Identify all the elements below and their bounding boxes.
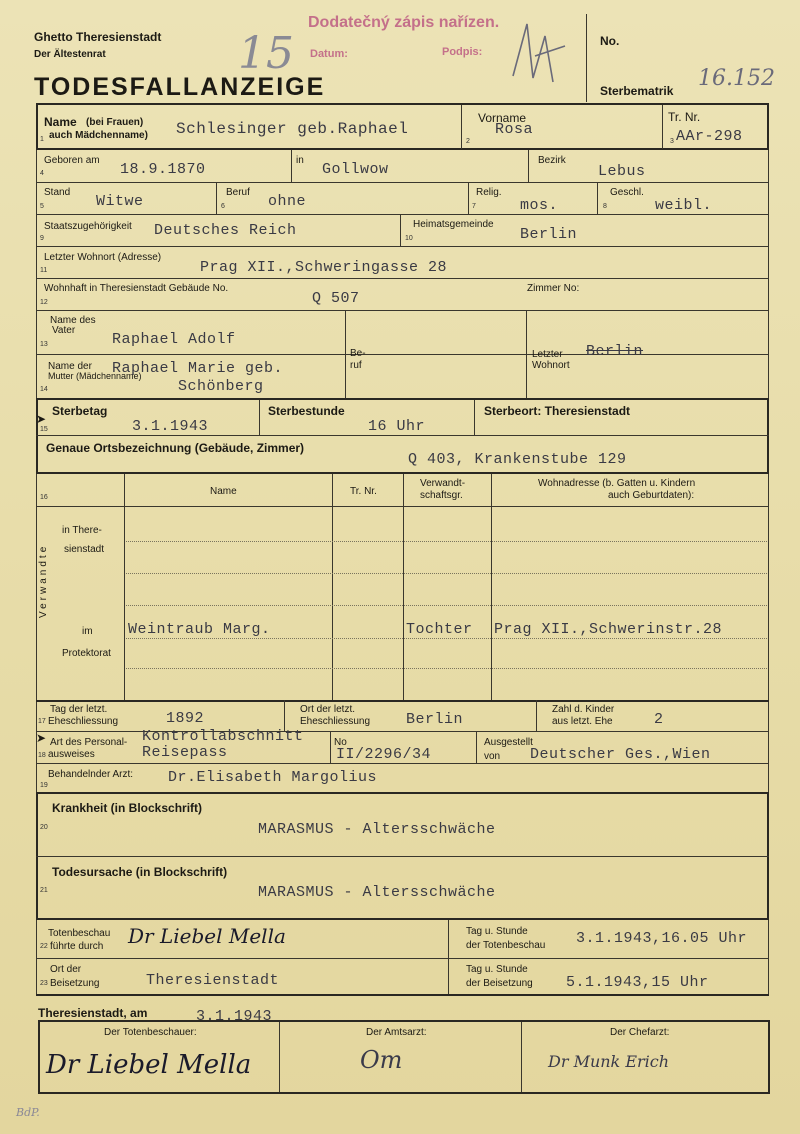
org-council: Der Ältestenrat: [34, 49, 106, 60]
bezirk-label: Bezirk: [538, 155, 566, 166]
footer-date: 3.1.1943: [196, 1008, 273, 1025]
stamp-signature-icon: [505, 16, 575, 96]
pencil-mark: 15: [238, 28, 294, 79]
totenbeschau-tag-label: Tag u. Stunde: [466, 926, 528, 937]
geschl-value: weibl.: [655, 197, 713, 214]
heimat-value: Berlin: [520, 226, 578, 243]
geschl-label: Geschl.: [610, 187, 644, 198]
sterbe-box: [36, 398, 769, 474]
relative-name: Weintraub Marg.: [128, 621, 271, 638]
relative-wohn: Prag XII.,Schwerinstr.28: [494, 621, 723, 638]
rel-name-header: Name: [210, 486, 237, 497]
no-label: No.: [600, 34, 620, 48]
arrow-icon: ➤: [36, 731, 47, 745]
stamp-datum: Datum:: [310, 48, 348, 60]
ausweis-no-label: No: [334, 737, 347, 748]
vater-value: Raphael Adolf: [112, 331, 236, 348]
krankheit-label: Krankheit (in Blockschrift): [52, 801, 203, 815]
sterbestunde-label: Sterbestunde: [268, 404, 345, 418]
wohnort-value: Prag XII.,Schweringasse 28: [200, 259, 448, 276]
todesursache-value: MARASMUS - Altersschwäche: [258, 884, 496, 901]
totenbeschau-tag-value: 3.1.1943,16.05 Uhr: [576, 930, 748, 947]
genaue-value: Q 403, Krankenstube 129: [408, 451, 627, 468]
wohnhaft-label: Wohnhaft in Theresienstadt Gebäude No.: [44, 283, 229, 294]
amtsarzt-label: Der Amtsarzt:: [366, 1027, 427, 1038]
eltern-wohnort-label: Letzter: [532, 349, 563, 360]
ehe-tag-value: 1892: [166, 710, 205, 727]
in-value: Gollwow: [322, 161, 389, 178]
ausgestellt-value: Deutscher Ges.,Wien: [530, 746, 711, 763]
ehe-ort-value: Berlin: [406, 711, 464, 728]
beisetzung-ort-label: Ort der: [50, 964, 82, 975]
rel-verw-header: Verwandt-: [420, 478, 466, 489]
beisetzung-ort-value: Theresienstadt: [146, 972, 280, 989]
staat-value: Deutsches Reich: [154, 222, 297, 239]
rel-in-ther-label: in There-: [62, 525, 102, 536]
sterbeort-label: Sterbeort: Theresienstadt: [484, 404, 631, 418]
beisetzung-tag-label: Tag u. Stunde: [466, 964, 528, 975]
beruf-value: ohne: [268, 193, 307, 210]
name-label-note: (bei Frauen): [86, 117, 144, 128]
mutter-value: Raphael Marie geb.: [112, 360, 284, 377]
staat-label: Staatszugehörigkeit: [44, 221, 132, 232]
bezirk-value: Lebus: [598, 163, 646, 180]
wohnort-label: Letzter Wohnort (Adresse): [44, 252, 162, 263]
rel-trnr-header: Tr. Nr.: [350, 486, 377, 497]
stand-label: Stand: [44, 187, 71, 198]
relative-verw: Tochter: [406, 621, 473, 638]
signature-amtsarzt: Om: [360, 1046, 403, 1074]
todesursache-label: Todesursache (in Blockschrift): [52, 865, 228, 879]
eltern-beruf-label: Be-: [350, 348, 366, 359]
in-label: in: [296, 155, 304, 166]
rel-wohn-header: Wohnadresse (b. Gatten u. Kindern: [538, 478, 696, 489]
vorname-label: Vorname: [478, 111, 527, 125]
sterbematrik-label: Sterbematrik: [600, 84, 674, 98]
document-title: TODESFALLANZEIGE: [34, 73, 326, 101]
name-value: Schlesinger geb.Raphael: [176, 120, 409, 138]
footer-place-label: Theresienstadt, am: [38, 1006, 148, 1020]
mutter-value-2: Schönberg: [178, 378, 264, 395]
sterbetag-value: 3.1.1943: [132, 418, 209, 435]
sterbestunde-value: 16 Uhr: [368, 418, 426, 435]
trnr-value: AAr-298: [676, 128, 743, 145]
relig-value: mos.: [520, 197, 559, 214]
stamp-podpis: Podpis:: [442, 46, 483, 58]
chefarzt-label: Der Chefarzt:: [610, 1027, 670, 1038]
beisetzung-tag-value: 5.1.1943,15 Uhr: [566, 974, 709, 991]
genaue-label: Genaue Ortsbezeichnung (Gebäude, Zimmer): [46, 441, 305, 455]
ausweis-no-value: II/2296/34: [336, 746, 432, 763]
ausgestellt-label: Ausgestellt: [484, 737, 533, 748]
name-label-sub: auch Mädchenname): [49, 130, 148, 141]
heimat-label: Heimatsgemeinde: [413, 219, 494, 230]
ausweis-art-value-2: Reisepass: [142, 744, 228, 761]
stamp-title: Dodatečný zápis nařízen.: [308, 14, 500, 31]
mutter-label: Name der: [48, 361, 92, 372]
sterbetag-label: Sterbetag: [52, 404, 108, 418]
geboren-value: 18.9.1870: [120, 161, 206, 178]
sterbematrik-value: 16.152: [698, 66, 775, 91]
kinder-value: 2: [654, 711, 664, 728]
zimmer-label: Zimmer No:: [527, 283, 580, 294]
relig-label: Relig.: [476, 187, 502, 198]
arzt-label: Behandelnder Arzt:: [48, 769, 134, 780]
krankheit-value: MARASMUS - Altersschwäche: [258, 821, 496, 838]
signature-totenbeschauer: Dr Liebel Mella: [46, 1050, 252, 1080]
ausweis-art-value: Kontrollabschnitt: [142, 728, 304, 745]
totenbeschau-value: Dr Liebel Mella: [128, 924, 286, 948]
arzt-value: Dr.Elisabeth Margolius: [168, 769, 378, 786]
name-label: Name: [44, 115, 77, 129]
corner-mark: BdP.: [16, 1106, 40, 1119]
kinder-label: Zahl d. Kinder: [552, 704, 615, 715]
rel-side-label: Verwandte: [38, 543, 49, 618]
death-notice-document: Ghetto Theresienstadt Der Ältestenrat TODESFALLANZEIGE Dodatečný zápis nařízen. Datum: Podpis: 15 No. Sterbematrik 16.152 Name (bei Frauen) auch Mädchenname) 1 Schlesinger geb.Raphael Vorname Rosa 2 Tr. Nr. AAr-298 3 Geboren am 4 18.9.1870 in Gollwow Bezirk Lebus Stand 5 Witwe Beruf 6 ohne Relig. 7 mos. Geschl. 8 weibl. Staatszugehörigkeit 9 Deutsches Reich Heimatsgemeinde 10 Berlin Letzter Wohnort (Adresse) 11 Prag XII.,Schweringasse 28 Wohnhaft in Theresienstadt Gebäude No. 12 Q 507 Zimmer No: Name des Vater 13 Raphael Adolf Name der Mutter (Mädchenname) 14 Raphael Marie geb. Schönberg Be- ruf Letzter Wohnort Berlin Sterbetag 15 3.1.1943 Sterbestunde 16 Uhr Sterbeort: Theresienstadt Genaue Ortsbezeichnung (Gebäude, Zimmer) Q 403, Krankenstube 129 16 Name Tr. Nr. Verwandt- schaftsgr. Wohnadresse (b. Gatten u. Kindern auch Geburtdaten): Verwandte in There- sienstadt im Protektorat Weintraub Marg. Tochter Prag XII.,Schwerinstr.28 Tag der letzt. Eheschliessung 17 1892 Ort der letzt. Eheschliessung Berlin Zahl d. Kinder aus letzt. Ehe 2 Art des Personal- ausweises 18 Kontrollabschnitt Reisepass No II/2296/34 Ausgestellt von Deutscher Ges.,Wien Behandelnder Arzt: 19 Dr.Elisabeth Margolius Krankheit (in Blockschrift) 20 MARASMUS - Altersschwäche Todesursache (in Blockschrift) 21 MARASMUS - Altersschwäche Totenbeschau führte durch 22 Dr Liebel Mella Tag u. Stunde der Totenbeschau 3.1.1943,16.05 Uhr Ort der Beisetzung 23 Theresienstadt Tag u. Stunde der Beisetzung 5.1.1943,15 Uhr Theresienstadt, am 3.1.1943 Der Totenbeschauer: Der Amtsarzt: Der Chefarzt: Dr Liebel Mella Om Dr Munk Erich BdP. ➤ ➤: [0, 0, 800, 1134]
ehe-tag-label: Tag der letzt.: [50, 704, 108, 715]
geboren-label: Geboren am: [44, 155, 100, 166]
rel-protektorat-label: Protektorat: [62, 648, 111, 659]
ausweis-art-label: Art des Personal-: [50, 737, 128, 748]
wohnhaft-value: Q 507: [312, 290, 360, 307]
rel-im-label: im: [82, 626, 93, 637]
org-name: Ghetto Theresienstadt: [34, 30, 162, 44]
stand-value: Witwe: [96, 193, 144, 210]
eltern-wohnort-value: Berlin: [586, 343, 644, 360]
ehe-ort-label: Ort der letzt.: [300, 704, 356, 715]
vorname-value: Rosa: [495, 121, 534, 138]
trnr-label: Tr. Nr.: [668, 110, 701, 124]
totenbeschau-label: Totenbeschau: [48, 928, 111, 939]
beruf-label: Beruf: [226, 187, 250, 198]
signature-chefarzt: Dr Munk Erich: [548, 1052, 670, 1071]
vater-label: Name des: [50, 315, 96, 326]
arrow-icon: ➤: [36, 412, 47, 426]
totenbeschauer-label: Der Totenbeschauer:: [104, 1027, 197, 1038]
